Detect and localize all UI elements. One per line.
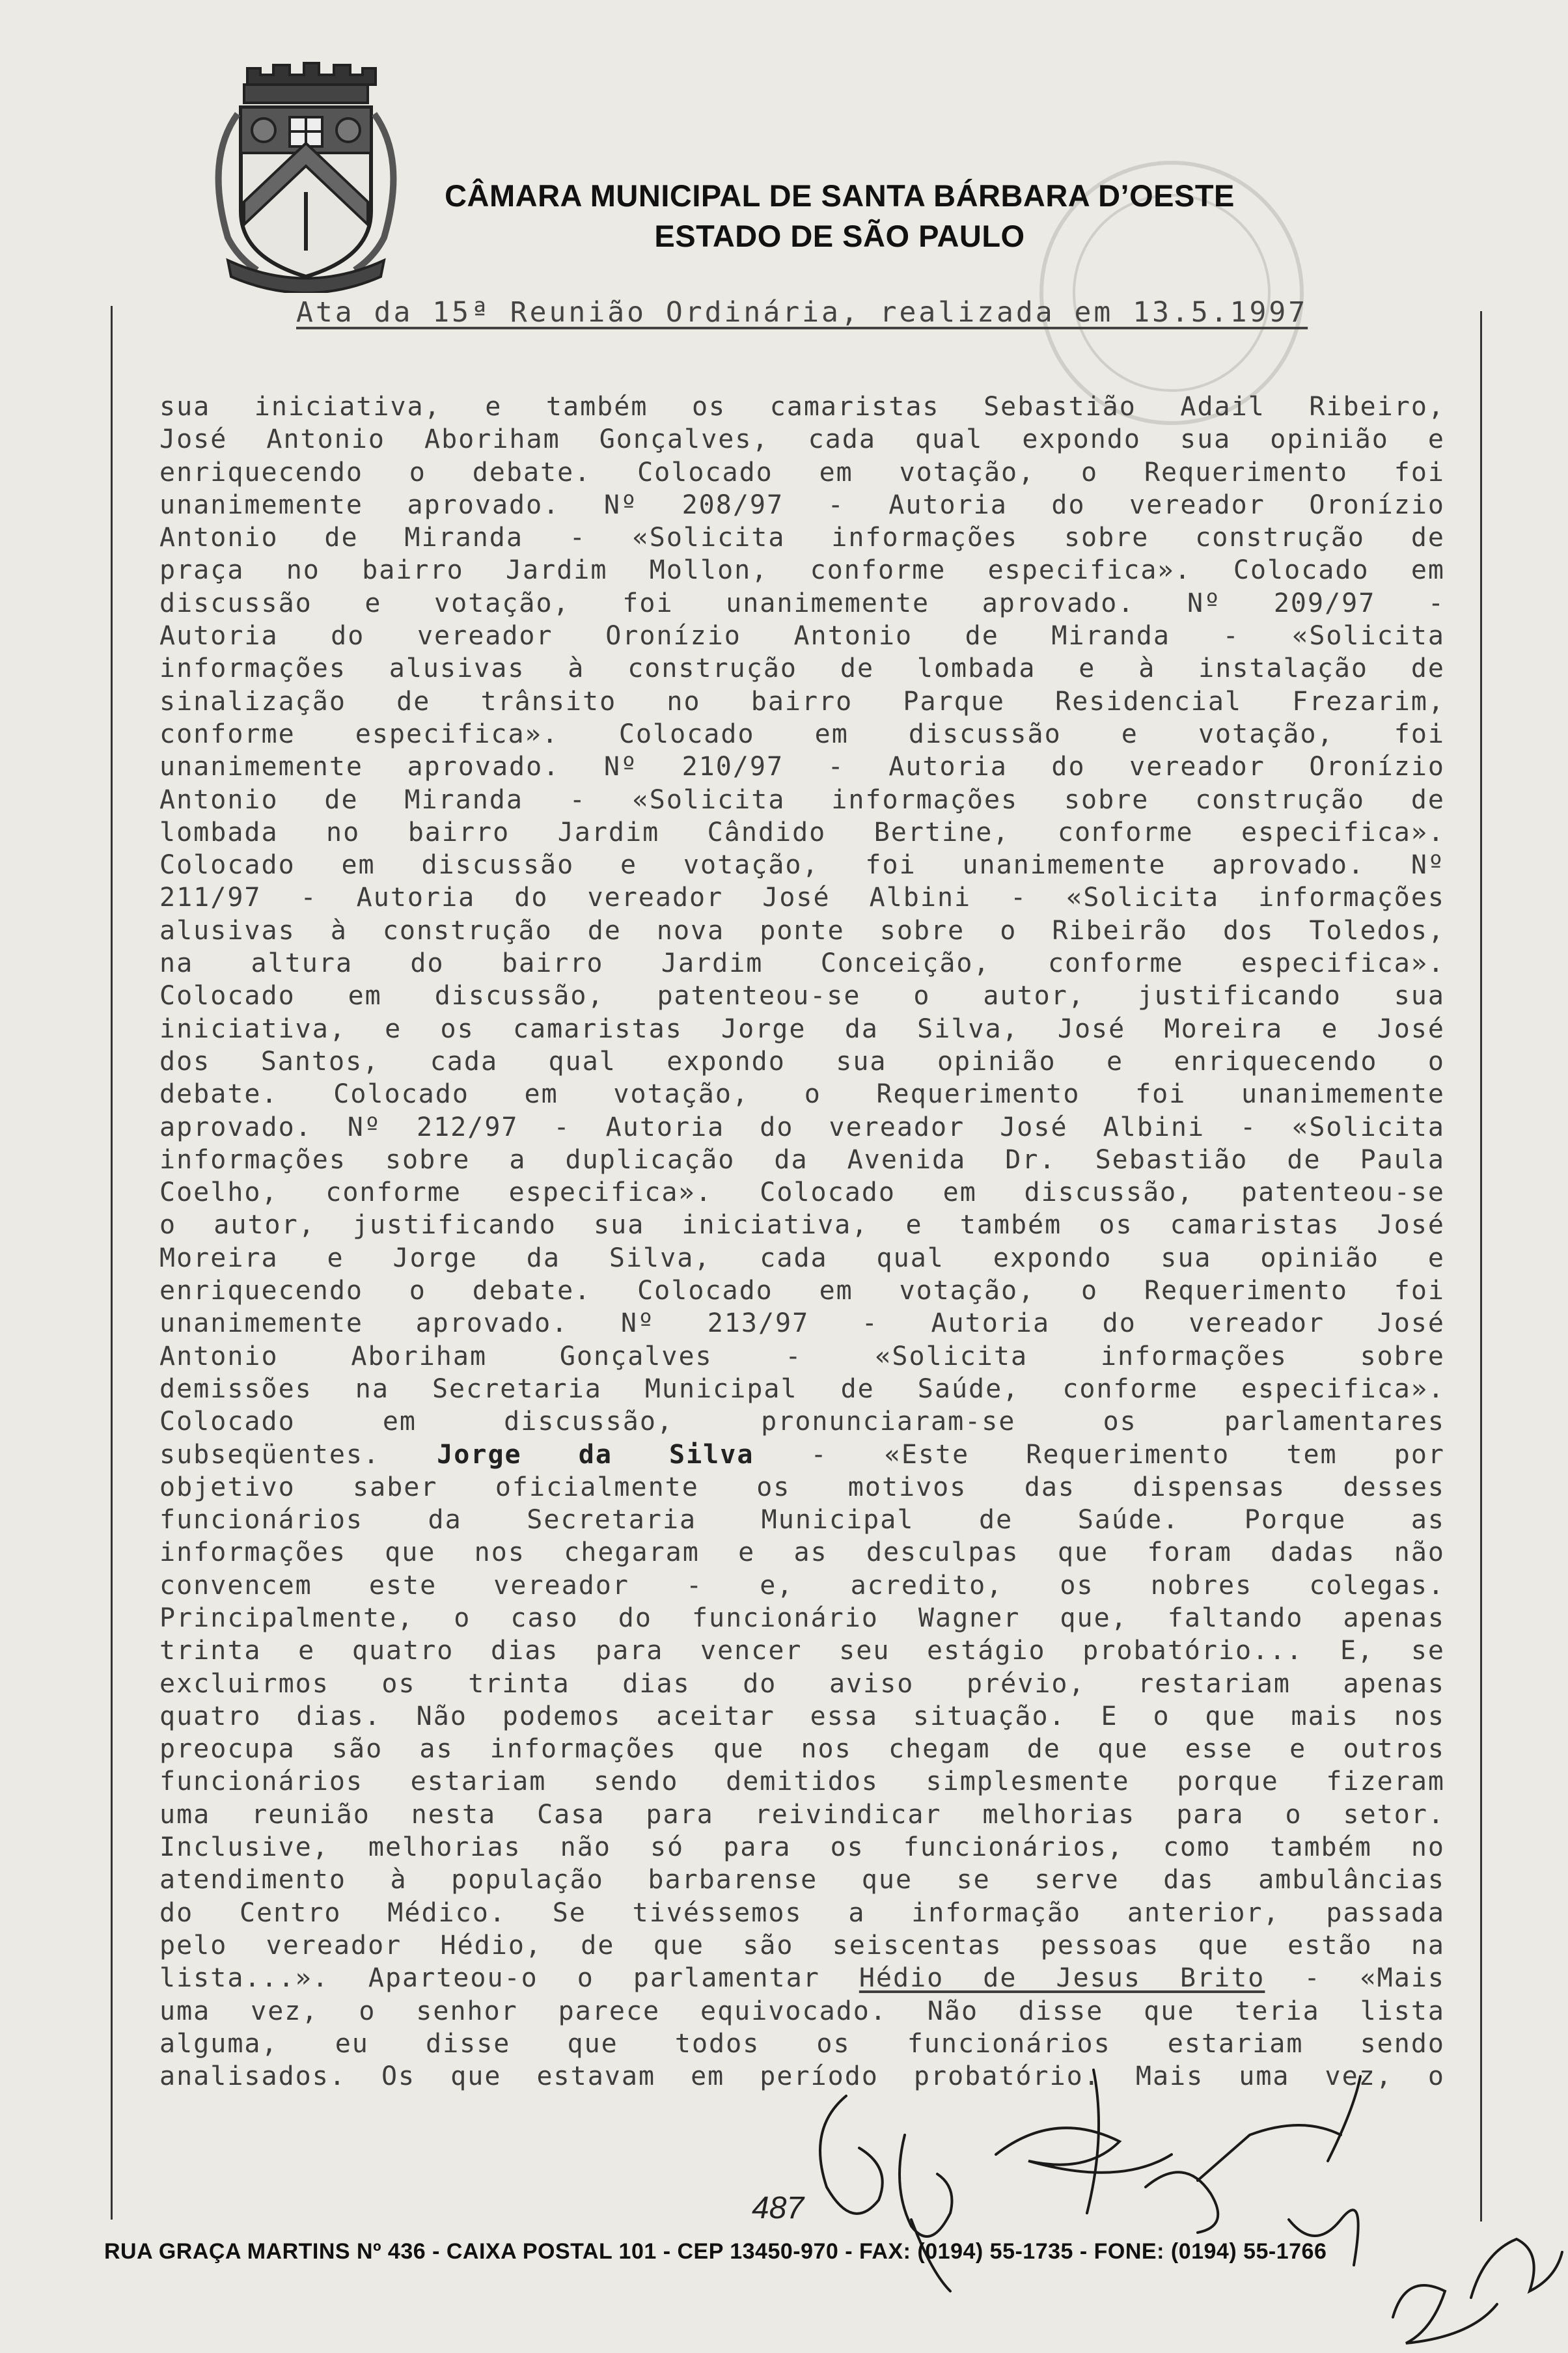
text-line: informações sobre a duplicação da Avenida Dr. Sebastião de Paula bbox=[159, 1144, 1445, 1175]
text-line: alusivas à construção de nova ponte sobre o Ribeirão dos Toledos, bbox=[159, 915, 1445, 946]
text-line: lombada no bairro Jardim Cândido Bertine, conforme especifica». bbox=[159, 817, 1445, 847]
text-line: Colocado em discussão, patenteou-se o autor, justificando sua bbox=[159, 981, 1445, 1011]
text-line: unanimemente aprovado. Nº 213/97 - Autoria do vereador José bbox=[159, 1308, 1445, 1339]
handwritten-page-number: 487 bbox=[752, 2191, 805, 2225]
aparte-prefix: lista...». Aparteou-o o parlamentar bbox=[159, 1963, 820, 1994]
text-line: informações alusivas à construção de lombada e à instalação de bbox=[159, 654, 1445, 684]
text-line: trinta e quatro dias para vencer seu estágio probatório... E, se bbox=[159, 1636, 1445, 1666]
text-line: analisados. Os que estavam em período probatório. Mais uma vez, o bbox=[159, 2061, 1445, 2092]
aparte-line bbox=[159, 1962, 1445, 1994]
text-line: na altura do bairro Jardim Conceição, conforme especifica». bbox=[159, 948, 1445, 979]
letterhead bbox=[404, 176, 1276, 256]
text-line: atendimento à população barbarense que se serve das ambulâncias bbox=[159, 1865, 1445, 1895]
text-line: debate. Colocado em votação, o Requerimento foi unanimemente bbox=[159, 1079, 1445, 1110]
text-line: Colocado em discussão e votação, foi unanimemente aprovado. Nº bbox=[159, 850, 1445, 881]
text-line: José Antonio Aboriham Gonçalves, cada qual expondo sua opinião e bbox=[159, 424, 1445, 455]
text-line: unanimemente aprovado. Nº 210/97 - Autoria do vereador Oronízio bbox=[159, 752, 1445, 782]
text-line: sinalização de trânsito no bairro Parque Residencial Frezarim, bbox=[159, 686, 1445, 717]
institution-name: CÂMARA MUNICIPAL DE SANTA BÁRBARA D’OESTE bbox=[445, 178, 1235, 213]
text-line: Antonio de Miranda - «Solicita informações sobre construção de bbox=[159, 784, 1445, 815]
text-line: pelo vereador Hédio, de que são seiscentas pessoas que estão na bbox=[159, 1930, 1445, 1961]
text-line: dos Santos, cada qual expondo sua opinião e enriquecendo o bbox=[159, 1046, 1445, 1077]
text-line: discussão e votação, foi unanimemente aprovado. Nº 209/97 - bbox=[159, 588, 1445, 618]
text-line: excluirmos os trinta dias do aviso prévio, restariam apenas bbox=[159, 1668, 1445, 1699]
text-line: Antonio Aboriham Gonçalves - «Solicita informações sobre bbox=[159, 1341, 1445, 1371]
speaker-line bbox=[159, 1438, 1445, 1471]
text-line: enriquecendo o debate. Colocado em votação, o Requerimento foi bbox=[159, 1276, 1445, 1306]
left-margin-rule bbox=[111, 306, 113, 2220]
text-line: do Centro Médico. Se tivéssemos a informação anterior, passada bbox=[159, 1897, 1445, 1928]
text-line: iniciativa, e os camaristas Jorge da Silva, José Moreira e José bbox=[159, 1013, 1445, 1044]
footer-address: RUA GRAÇA MARTINS Nº 436 - CAIXA POSTAL 101 - CEP 13450-970 - FAX: (0194) 55-1735 - FONE: (0194) 55-1766 bbox=[104, 2239, 1327, 2264]
text-line: preocupa são as informações que nos chegam de que esse e outros bbox=[159, 1734, 1445, 1765]
text-line: funcionários estariam sendo demitidos simplesmente porque fizeram bbox=[159, 1767, 1445, 1797]
speaker-name: Jorge da Silva bbox=[437, 1439, 754, 1470]
right-margin-rule bbox=[1480, 311, 1482, 2222]
text-line: alguma, eu disse que todos os funcionários estariam sendo bbox=[159, 2028, 1445, 2059]
text-line: unanimemente aprovado. Nº 208/97 - Autoria do vereador Oronízio bbox=[159, 489, 1445, 520]
speaker-line-prefix: subseqüentes. bbox=[159, 1439, 381, 1470]
text-line: aprovado. Nº 212/97 - Autoria do vereador José Albini - «Solicita bbox=[159, 1112, 1445, 1142]
speaker-line-suffix: - «Este Requerimento tem por bbox=[810, 1439, 1445, 1470]
minutes-body bbox=[159, 391, 1445, 2093]
text-line: conforme especifica». Colocado em discussão e votação, foi bbox=[159, 719, 1445, 749]
text-line: enriquecendo o debate. Colocado em votação, o Requerimento foi bbox=[159, 457, 1445, 488]
text-line: informações que nos chegaram e as desculpas que foram dadas não bbox=[159, 1537, 1445, 1568]
text-line: Coelho, conforme especifica». Colocado em discussão, patenteou-se bbox=[159, 1177, 1445, 1208]
text-line: funcionários da Secretaria Municipal de Saúde. Porque as bbox=[159, 1505, 1445, 1535]
text-line: sua iniciativa, e também os camaristas Sebastião Adail Ribeiro, bbox=[159, 392, 1445, 422]
text-line: Autoria do vereador Oronízio Antonio de Miranda - «Solicita bbox=[159, 621, 1445, 652]
state-name: ESTADO DE SÃO PAULO bbox=[654, 219, 1025, 253]
text-line: Moreira e Jorge da Silva, cada qual expondo sua opinião e bbox=[159, 1243, 1445, 1273]
municipal-coat-of-arms bbox=[192, 62, 417, 293]
minutes-title: Ata da 15ª Reunião Ordinária, realizada em 13.5.1997 bbox=[296, 296, 1308, 329]
handwritten-signatures bbox=[781, 2057, 1568, 2353]
text-line: o autor, justificando sua iniciativa, e também os camaristas José bbox=[159, 1210, 1445, 1241]
text-line: objetivo saber oficialmente os motivos das dispensas desses bbox=[159, 1472, 1445, 1502]
aparteante-name: Hédio de Jesus Brito bbox=[859, 1963, 1265, 1994]
text-line: praça no bairro Jardim Mollon, conforme especifica». Colocado em bbox=[159, 555, 1445, 586]
text-line: Principalmente, o caso do funcionário Wagner que, faltando apenas bbox=[159, 1603, 1445, 1633]
text-line: demissões na Secretaria Municipal de Saúde, conforme especifica». bbox=[159, 1373, 1445, 1404]
text-line: 211/97 - Autoria do vereador José Albini - «Solicita informações bbox=[159, 883, 1445, 913]
text-line: Inclusive, melhorias não só para os funcionários, como também no bbox=[159, 1832, 1445, 1863]
text-line: Antonio de Miranda - «Solicita informações sobre construção de bbox=[159, 523, 1445, 553]
text-line: quatro dias. Não podemos aceitar essa situação. E o que mais nos bbox=[159, 1701, 1445, 1731]
text-line: uma vez, o senhor parece equivocado. Não disse que teria lista bbox=[159, 1996, 1445, 2026]
text-line: Colocado em discussão, pronunciaram-se os parlamentares bbox=[159, 1407, 1445, 1437]
text-line: uma reunião nesta Casa para reivindicar melhorias para o setor. bbox=[159, 1799, 1445, 1830]
text-line: convencem este vereador - e, acredito, os nobres colegas. bbox=[159, 1570, 1445, 1601]
aparte-suffix: - «Mais bbox=[1304, 1963, 1445, 1994]
